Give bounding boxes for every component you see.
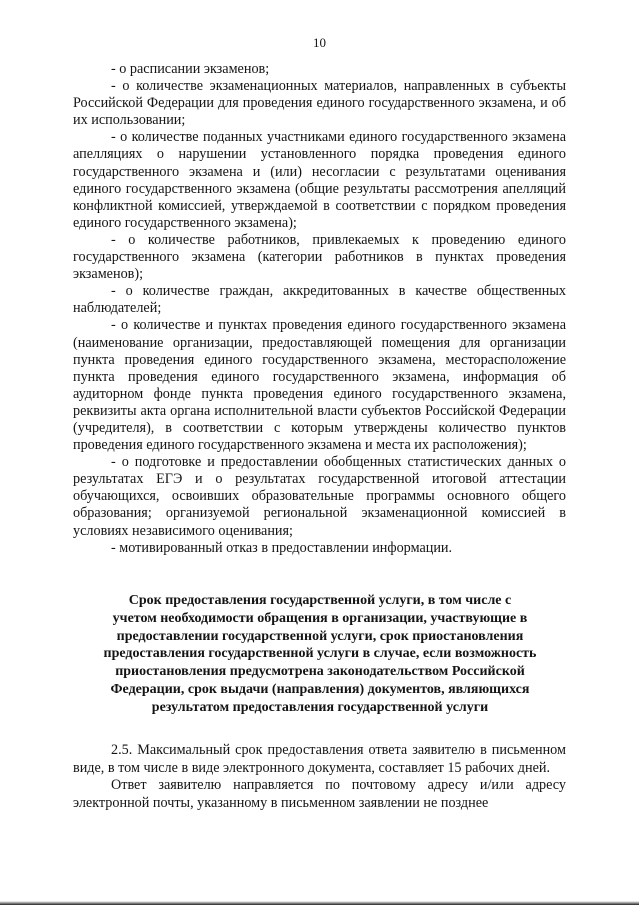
heading-line: Срок предоставления государственной услуги, в том числе с [128,593,512,608]
heading-line: результатом предоставления государственной услуги [151,699,489,715]
information-list [73,61,566,557]
paragraph: Ответ заявителю направляется по почтовому адресу и/или адресу электронной почты, указанному в письменном заявлении не позднее [73,777,566,811]
list-item: - о количестве и пунктах проведения единого государственного экзамена (наименование организации, предоставляющей помещения для организации пункта проведения единого государственного экзамена, месторасположение пункта проведения единого государственного экзамена, информация об аудиторном фонде пункта проведения единого государственного экзамена, реквизиты акта органа исполнительной власти субъектов Российской Федерации (учредителя), в соответствии с которым утверждены количество пунктов проведения единого государственного экзамена и места их расположения); [73,317,566,454]
list-item: - о расписании экзаменов; [111,61,270,77]
heading-line: приостановления предусмотрена законодательством Российской [115,664,525,680]
list-item: - о количестве поданных участниками единого государственного экзамена апелляциях о нарушении установленного порядка проведения единого государственного экзамена и (или) несогласии с результатами оценивания единого государственного экзамена (общие результаты рассмотрения апелляций конфликтной комиссией, утверждаемой в соответствии с порядком проведения единого государственного экзамена); [73,129,566,231]
section-2-5 [73,742,566,812]
list-item: - о количестве работников, привлекаемых к проведению единого государственного экзамена (категории работников в пунктах проведения экзаменов); [73,231,566,283]
heading-line: предоставлении государственной услуги, срок приостановления [116,628,524,644]
heading-line: Федерации, срок выдачи (направления) документов, являющихся [110,681,530,697]
list-item: - о количестве экзаменационных материалов, направленных в субъекты Российской Федерации для проведения единого государственного экзамена, и об их использовании; [73,78,566,129]
heading-line: предоставления государственной услуги в случае, если возможность [103,646,537,662]
list-item: - о количестве граждан, аккредитованных в качестве общественных наблюдателей; [73,283,566,317]
section-heading [80,592,560,717]
list-item: - мотивированный отказ в предоставлении информации. [111,539,453,556]
heading-line: учетом необходимости обращения в организации, участвующие в [112,610,528,626]
page-number: 10 [313,35,326,50]
paragraph: 2.5. Максимальный срок предоставления ответа заявителю в письменном виде, в том числе в виде электронного документа, составляет 15 рабочих дней. [73,742,566,776]
scan-edge-divider [0,901,639,905]
list-item: - о подготовке и предоставлении обобщенных статистических данных о результатах ЕГЭ и о результатах государственной итоговой аттестации обучающихся, освоивших образовательные программы основного общего образования; организуемой региональной экзаменационной комиссией в условиях независимого оценивания; [73,454,566,539]
